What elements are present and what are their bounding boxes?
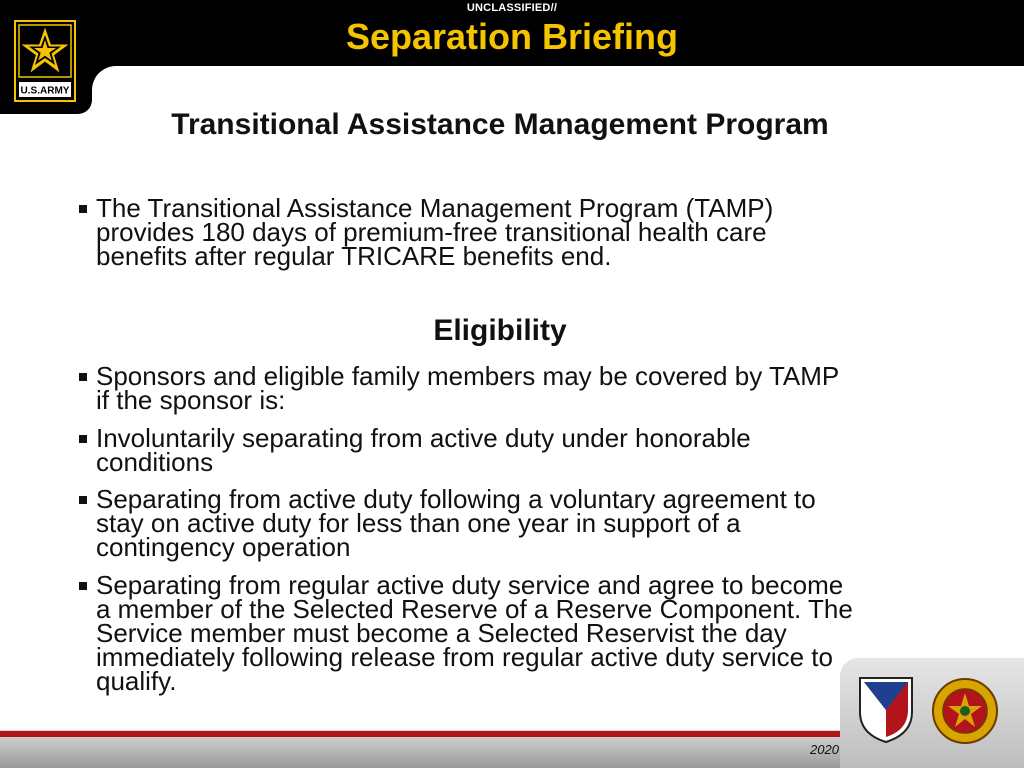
footer-accent-stripe bbox=[0, 731, 840, 737]
bullet-line: Involuntarily separating from active duty under honorable bbox=[96, 423, 751, 453]
footer-year: 2020 bbox=[810, 742, 839, 757]
page-title: Separation Briefing bbox=[345, 16, 679, 57]
bullet-line: The Transitional Assistance Management Program (TAMP) bbox=[96, 193, 774, 223]
crest-insignia-icon bbox=[932, 676, 998, 746]
eligibility-bullet-3 bbox=[76, 484, 956, 562]
header-band bbox=[0, 0, 1024, 66]
bullet-square-icon bbox=[79, 496, 87, 504]
bullet-line: Sponsors and eligible family members may be covered by TAMP bbox=[96, 361, 840, 391]
army-star-logo-icon bbox=[14, 20, 76, 102]
bullet-line: conditions bbox=[96, 447, 214, 477]
bullet-line: if the sponsor is: bbox=[96, 385, 286, 415]
army-logo-text: U.S.ARMY bbox=[20, 85, 70, 97]
logo-tab bbox=[0, 0, 92, 114]
bullet-square-icon bbox=[79, 373, 87, 381]
header-corner bbox=[92, 66, 116, 90]
eligibility-bullet-2 bbox=[76, 423, 956, 477]
bullet-line: provides 180 days of premium-free transitional health care bbox=[96, 217, 767, 247]
eligibility-bullet-4 bbox=[76, 570, 956, 696]
bullet-square-icon bbox=[79, 582, 87, 590]
bullet-line: qualify. bbox=[96, 666, 177, 696]
classification-marking: UNCLASSIFIED// bbox=[466, 2, 558, 14]
bullet-line: Separating from regular active duty service and agree to become bbox=[96, 570, 844, 600]
intro-bullet bbox=[76, 193, 956, 271]
bullet-line: Service member must become a Selected Reservist the day bbox=[96, 618, 787, 648]
bullet-square-icon bbox=[79, 205, 87, 213]
eligibility-bullet-1 bbox=[76, 361, 956, 415]
eligibility-heading: Eligibility bbox=[433, 314, 567, 347]
bullet-line: stay on active duty for less than one year in support of a bbox=[96, 508, 741, 538]
bullet-square-icon bbox=[79, 435, 87, 443]
section-subtitle: Transitional Assistance Management Program bbox=[171, 108, 829, 141]
bullet-line: immediately following release from regular active duty service to bbox=[96, 642, 833, 672]
bullet-line: a member of the Selected Reserve of a Reserve Component. The bbox=[96, 594, 853, 624]
bullet-line: benefits after regular TRICARE benefits end. bbox=[96, 241, 612, 271]
shield-insignia-icon bbox=[858, 676, 914, 744]
bullet-line: Separating from active duty following a voluntary agreement to bbox=[96, 484, 816, 514]
bullet-line: contingency operation bbox=[96, 532, 351, 562]
